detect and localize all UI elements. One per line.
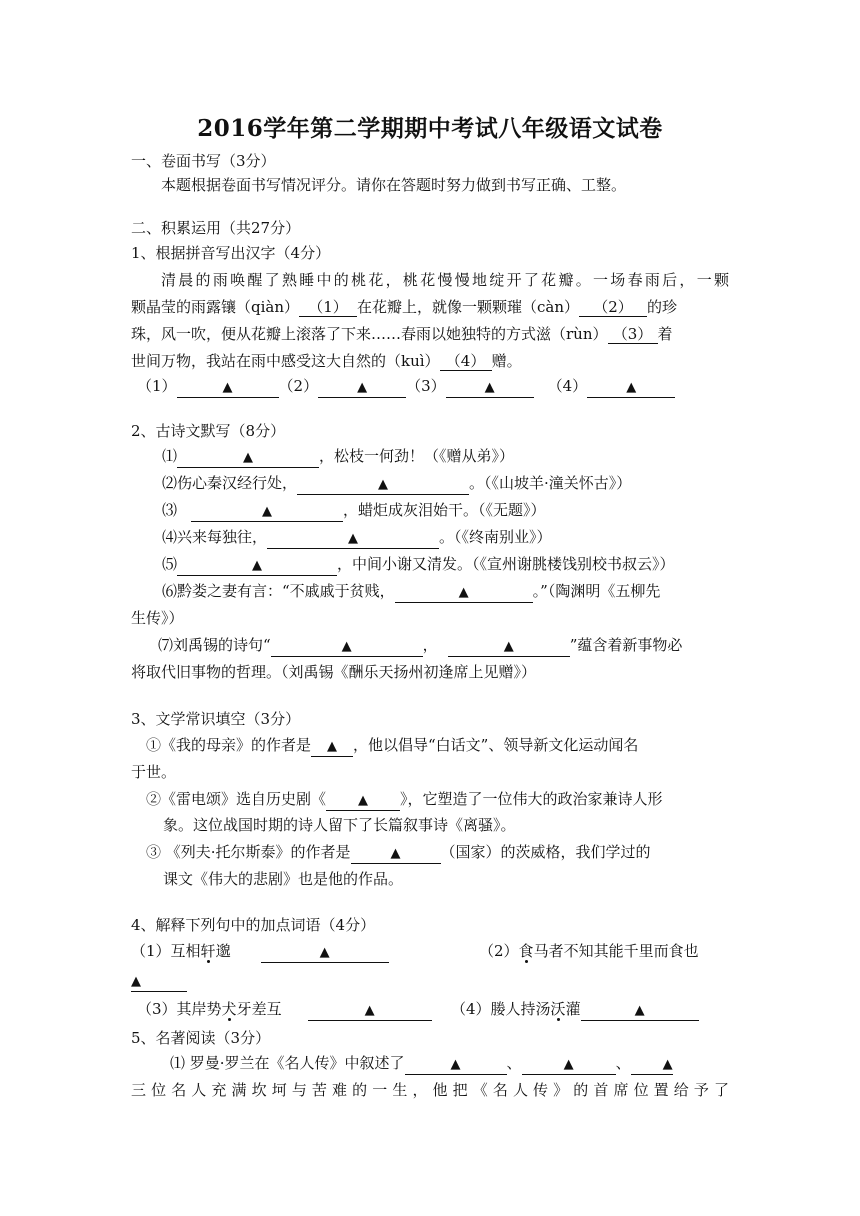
q5-blank-2[interactable]: ▲ <box>522 1056 616 1075</box>
section-2-heading: 二、积累运用（共27分） <box>131 219 301 237</box>
q1-passage-line-1: 清晨的雨唤醒了熟睡中的桃花，桃花慢慢地绽开了花瓣。一场春雨后，一颗 <box>161 271 729 289</box>
q2-blank-5[interactable]: ▲ <box>177 557 337 576</box>
question-5-heading: 5、名著阅读（3分） <box>131 1029 271 1047</box>
answer-blank-1[interactable]: ▲ <box>177 379 279 398</box>
answer-blank-4[interactable]: ▲ <box>587 379 675 398</box>
q4-item-4: （4）媵人持汤沃灌 ▲ <box>451 999 699 1021</box>
q2-blank-2[interactable]: ▲ <box>297 476 469 495</box>
q4-blank-4[interactable]: ▲ <box>581 1002 699 1021</box>
q4-item-1: （1）互相轩邈 ▲ <box>131 941 389 963</box>
q2-line-6: ⑹黔娄之妻有言：“不戚戚于贫贱， ▲ 。”（陶渊明《五柳先 <box>162 581 660 603</box>
q3-item-1-cont: 于世。 <box>131 763 177 781</box>
emphasis-dot-char: 犬 <box>221 1000 237 1018</box>
q3-blank-1[interactable]: ▲ <box>311 738 353 757</box>
q3-item-1: ①《我的母亲》的作者是 ▲ ，他以倡导“白话文”、领导新文化运动闻名 <box>146 735 638 757</box>
emphasis-dot-char: 轩 <box>200 942 216 960</box>
q4-item-3: （3）其岸势犬牙差互 ▲ <box>137 999 432 1021</box>
q1-blank-3[interactable]: （3） <box>608 325 658 344</box>
q2-line-3: ⑶ ▲ ，蜡炬成灰泪始干。（《无题》） <box>162 500 546 522</box>
q2-line-2: ⑵伤心秦汉经行处， ▲ 。（《山坡羊·潼关怀古》） <box>162 473 631 495</box>
q3-item-3-cont: 课文《伟大的悲剧》也是他的作品。 <box>163 870 404 888</box>
page-title: 2016学年第二学期期中考试八年级语文试卷 <box>197 115 663 142</box>
q1-blank-1[interactable]: （1） <box>299 298 357 317</box>
emphasis-dot-char: 沃 <box>550 1000 566 1018</box>
q2-line-6-cont: 生传》） <box>131 609 184 627</box>
q1-blank-2[interactable]: （2） <box>579 298 647 317</box>
q1-passage-line-4: 世间万物，我站在雨中感受这大自然的（kuì） （4） 赠。 <box>131 352 522 370</box>
q2-blank-3[interactable]: ▲ <box>191 503 343 522</box>
q2-blank-6[interactable]: ▲ <box>395 584 533 603</box>
q2-blank-1[interactable]: ▲ <box>177 449 319 468</box>
q4-item-2-answer <box>131 970 187 992</box>
q3-item-3: ③ 《列夫·托尔斯泰》的作者是 ▲ （国家）的茨威格，我们学过的 <box>146 842 651 864</box>
answer-blank-3[interactable]: ▲ <box>446 379 534 398</box>
q4-blank-1[interactable]: ▲ <box>261 944 389 963</box>
q5-blank-1[interactable]: ▲ <box>405 1056 507 1075</box>
question-4-heading: 4、解释下列句中的加点词语（4分） <box>131 916 376 934</box>
q2-blank-7b[interactable]: ▲ <box>448 638 570 657</box>
q4-item-2: （2）食马者不知其能千里而食也 <box>479 942 699 960</box>
q5-blank-3[interactable]: ▲ <box>631 1056 673 1075</box>
q1-answer-row: （1） ▲ （2） ▲ （3） ▲ （4） ▲ <box>137 376 675 398</box>
q2-line-7-cont: 将取代旧事物的哲理。（刘禹锡《酬乐天扬州初逢席上见赠》） <box>131 663 537 681</box>
q3-item-2-cont: 象。这位战国时期的诗人留下了长篇叙事诗《离骚》。 <box>163 816 516 834</box>
q3-item-2: ②《雷电颂》选自历史剧《 ▲ 》，它塑造了一位伟大的政治家兼诗人形 <box>146 789 663 811</box>
emphasis-dot-char: 食 <box>518 942 534 960</box>
section-1-text: 本题根据卷面书写情况评分。请你在答题时努力做到书写正确、工整。 <box>161 176 627 194</box>
answer-blank-2[interactable]: ▲ <box>318 379 406 398</box>
question-2-heading: 2、古诗文默写（8分） <box>131 422 286 440</box>
q1-passage-line-2: 颗晶莹的雨露镶（qiàn） （1） 在花瓣上，就像一颗颗璀（càn） （2） 的珍 <box>131 298 678 316</box>
q5-item-1: ⑴ 罗曼·罗兰在《名人传》中叙述了 ▲ 、 ▲ 、 ▲ <box>170 1053 673 1075</box>
section-1-heading: 一、卷面书写（3分） <box>131 152 276 170</box>
q3-blank-2[interactable]: ▲ <box>326 792 400 811</box>
q5-item-1-cont: 三位名人充满坎坷与苦难的一生，他把《名人传》的首席位置给予了 <box>131 1081 729 1099</box>
q2-line-4: ⑷兴来每独往， ▲ 。（《终南别业》） <box>162 527 552 549</box>
q2-blank-7a[interactable]: ▲ <box>271 638 423 657</box>
q4-blank-3[interactable]: ▲ <box>308 1002 432 1021</box>
q1-passage-line-3: 珠，风一吹，便从花瓣上滚落了下来……春雨以她独特的方式滋（rùn） （3） 着 <box>131 325 673 343</box>
q3-blank-3[interactable]: ▲ <box>351 845 441 864</box>
question-3-heading: 3、文学常识填空（3分） <box>131 710 301 728</box>
question-1-heading: 1、根据拼音写出汉字（4分） <box>131 244 331 262</box>
q1-blank-4[interactable]: （4） <box>440 352 492 371</box>
q4-blank-2[interactable]: ▲ <box>131 973 187 992</box>
q2-line-1: ⑴ ▲ ，松枝一何劲！（《赠从弟》） <box>162 446 514 468</box>
q2-line-7: ⑺刘禹锡的诗句“ ▲ ， ▲ ”蕴含着新事物必 <box>158 635 682 657</box>
q2-line-5: ⑸ ▲ ，中间小谢又清发。（《宣州谢朓楼饯别校书叔云》） <box>162 554 675 576</box>
q2-blank-4[interactable]: ▲ <box>267 530 439 549</box>
